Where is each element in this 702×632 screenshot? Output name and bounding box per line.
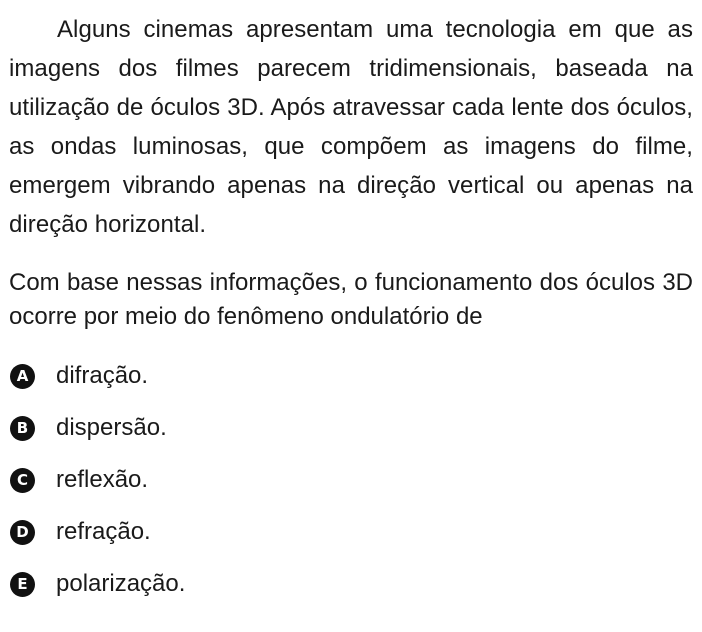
option-c[interactable] bbox=[9, 454, 693, 506]
question-stem: Com base nessas informações, o funcionamento dos óculos 3D ocorre por meio do fenômeno ondulatório de bbox=[9, 269, 693, 330]
option-a-text: difração. bbox=[56, 362, 149, 389]
option-c-text: reflexão. bbox=[56, 466, 149, 493]
option-d[interactable] bbox=[9, 506, 693, 558]
option-a-badge: A bbox=[10, 364, 35, 389]
option-e-badge: E bbox=[10, 572, 35, 597]
option-b-badge: B bbox=[10, 416, 35, 441]
option-d-text: refração. bbox=[56, 518, 151, 545]
option-a[interactable] bbox=[9, 350, 693, 402]
passage-text: Alguns cinemas apresentam uma tecnologia em que as imagens dos filmes parecem tridimensionais, baseada na utilização de óculos 3D. Após atravessar cada lente dos óculos, as ondas luminosas, que compõem as imagens do filme, emergem vibrando apenas na direção vertical ou apenas na direção horizontal. bbox=[9, 16, 693, 238]
answer-options bbox=[9, 350, 693, 610]
option-b[interactable] bbox=[9, 402, 693, 454]
option-e-text: polarização. bbox=[56, 570, 186, 597]
option-b-text: dispersão. bbox=[56, 414, 167, 441]
question-document bbox=[9, 10, 693, 610]
option-c-badge: C bbox=[10, 468, 35, 493]
option-d-badge: D bbox=[10, 520, 35, 545]
option-e[interactable] bbox=[9, 558, 693, 610]
